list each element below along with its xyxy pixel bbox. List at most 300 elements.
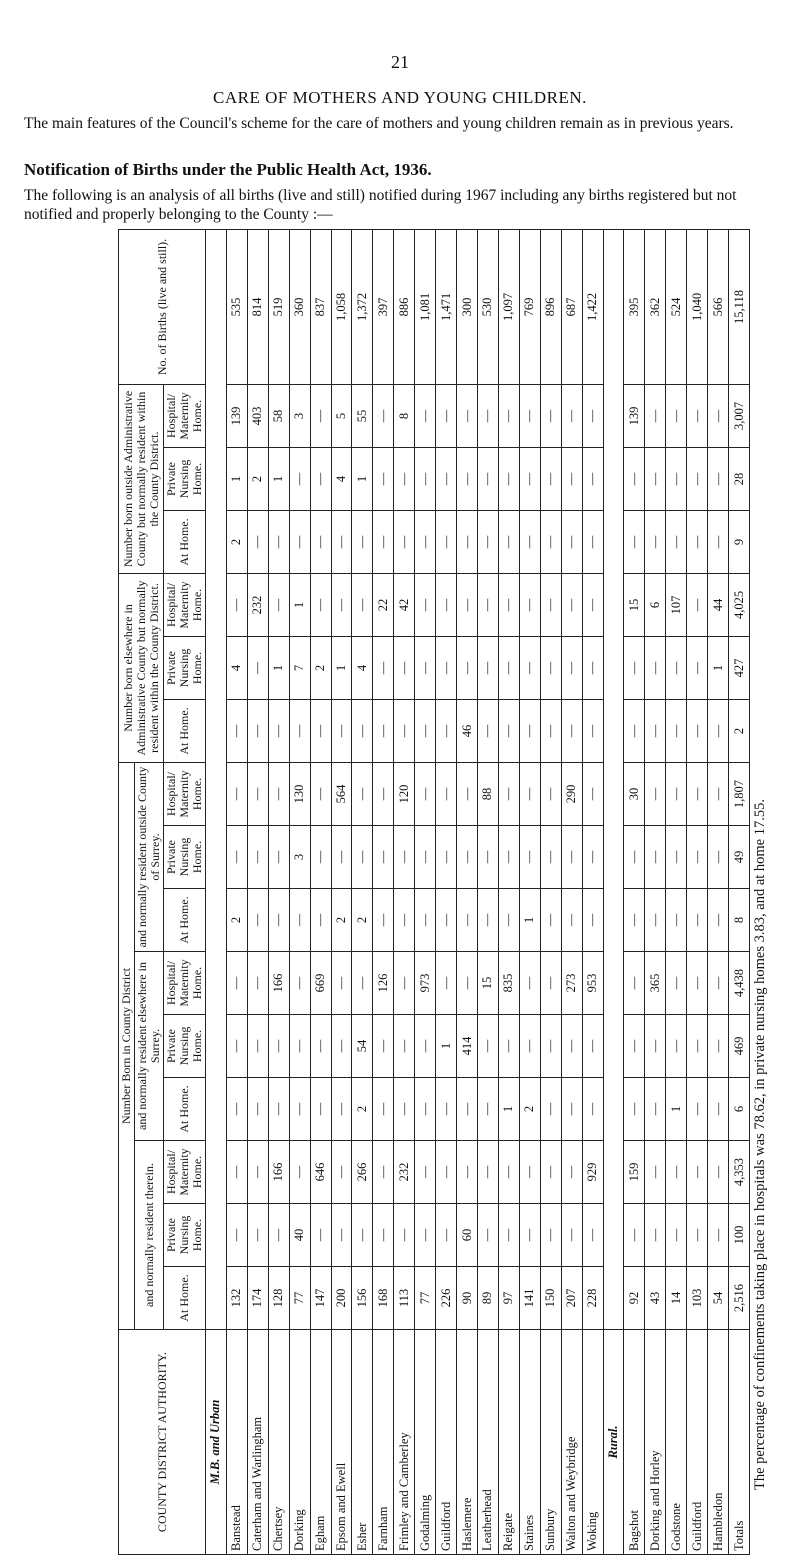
cell-value: 2 <box>352 889 373 952</box>
cell-value: — <box>415 1141 436 1204</box>
cell-value: — <box>666 1141 687 1204</box>
total-value: 427 <box>729 636 750 699</box>
cell-value: — <box>498 889 519 952</box>
intro-paragraph: The main features of the Council's scheme for the care of mothers and young children remain as in previous years. <box>24 115 734 132</box>
cell-value: — <box>540 826 561 889</box>
cell-value: — <box>561 1141 582 1204</box>
cell-value: — <box>352 826 373 889</box>
cell-value: — <box>561 636 582 699</box>
cell-value: — <box>666 889 687 952</box>
cell-value: — <box>645 762 666 825</box>
cell-value: — <box>582 447 603 510</box>
cell-value: 973 <box>415 952 436 1015</box>
cell-value: 2 <box>331 889 352 952</box>
cell-value: — <box>519 636 540 699</box>
district-name: Hambledon <box>708 1330 729 1555</box>
cell-value: — <box>498 1015 519 1078</box>
cell-value: — <box>331 952 352 1015</box>
total-value: 2 <box>729 699 750 762</box>
cell-value: 953 <box>582 952 603 1015</box>
table-row <box>582 229 603 1554</box>
cell-value: — <box>582 762 603 825</box>
cell-value: — <box>498 573 519 636</box>
lead-paragraph: The following is an analysis of all births (live and still) notified during 1967 including any births registered but not notified and properly belonging to the County :— <box>24 187 737 223</box>
cell-value: — <box>415 826 436 889</box>
cell-value: 174 <box>247 1267 268 1330</box>
cell-value: — <box>687 762 708 825</box>
cell-value: 40 <box>289 1204 310 1267</box>
cell-value: — <box>373 1078 394 1141</box>
total-value: 100 <box>729 1204 750 1267</box>
cell-value: — <box>457 762 478 825</box>
cell-value: 60 <box>457 1204 478 1267</box>
cell-value: — <box>415 447 436 510</box>
table-row <box>519 229 540 1554</box>
table-row <box>247 229 268 1554</box>
cell-value: — <box>394 889 415 952</box>
cell-value: — <box>226 699 247 762</box>
cell-value: — <box>519 573 540 636</box>
cell-value: — <box>687 384 708 447</box>
cell-value: — <box>373 762 394 825</box>
cell-value: 139 <box>624 384 645 447</box>
cell-value: 200 <box>331 1267 352 1330</box>
total-value: 4,025 <box>729 573 750 636</box>
cell-value: — <box>708 1015 729 1078</box>
births-table-rotated <box>118 230 750 1555</box>
cell-value: — <box>477 1204 498 1267</box>
group-born-outside: Number born outside Administrative County but normally resident within the County District. <box>119 384 164 573</box>
cell-value: — <box>582 1204 603 1267</box>
total-value: 49 <box>729 826 750 889</box>
cell-value: — <box>687 1078 708 1141</box>
table-row <box>457 229 478 1554</box>
table-row <box>310 229 331 1554</box>
cell-value: — <box>582 699 603 762</box>
subcol-hospital: Hospital/ Maternity Home. <box>164 384 206 447</box>
cell-value: 1 <box>226 447 247 510</box>
district-name: Caterham and Warlingham <box>247 1330 268 1555</box>
cell-value: — <box>708 447 729 510</box>
cell-value: — <box>477 636 498 699</box>
cell-value: — <box>436 762 457 825</box>
cell-value: — <box>289 447 310 510</box>
cell-value: — <box>519 384 540 447</box>
cell-value: — <box>226 762 247 825</box>
cell-value: — <box>561 573 582 636</box>
cell-value: 120 <box>394 762 415 825</box>
cell-value: — <box>289 1078 310 1141</box>
cell-value: — <box>645 699 666 762</box>
cell-value: — <box>310 447 331 510</box>
cell-value: — <box>708 699 729 762</box>
cell-value: 130 <box>289 762 310 825</box>
cell-value: — <box>540 510 561 573</box>
cell-value: 564 <box>331 762 352 825</box>
cell-value: — <box>645 826 666 889</box>
cell-value: 669 <box>310 952 331 1015</box>
cell-value: — <box>708 1141 729 1204</box>
section-filler <box>603 229 624 1329</box>
cell-value: 835 <box>498 952 519 1015</box>
cell-value: — <box>415 384 436 447</box>
cell-value: 1 <box>519 889 540 952</box>
cell-value: 395 <box>624 229 645 384</box>
cell-value: — <box>331 699 352 762</box>
cell-value: 226 <box>436 1267 457 1330</box>
cell-value: 1,058 <box>331 229 352 384</box>
total-value: 6 <box>729 1078 750 1141</box>
cell-value: — <box>331 1078 352 1141</box>
cell-value: — <box>687 1204 708 1267</box>
district-name: Dorking <box>289 1330 310 1555</box>
cell-value: — <box>289 889 310 952</box>
total-value: 4,438 <box>729 952 750 1015</box>
cell-value: — <box>352 573 373 636</box>
cell-value: 8 <box>394 384 415 447</box>
cell-value: — <box>687 636 708 699</box>
cell-value: — <box>247 699 268 762</box>
group-born-elsewhere: Number born elsewhere in Administrative County but normally resident within the County District. <box>119 573 164 762</box>
cell-value: — <box>624 826 645 889</box>
cell-value: — <box>373 510 394 573</box>
cell-value: — <box>624 1015 645 1078</box>
cell-value: — <box>498 384 519 447</box>
cell-value: — <box>687 1141 708 1204</box>
cell-value: 58 <box>268 384 289 447</box>
subcol-home: At Home. <box>164 889 206 952</box>
cell-value: — <box>310 1015 331 1078</box>
cell-value: 3 <box>289 826 310 889</box>
cell-value: — <box>352 699 373 762</box>
cell-value: 535 <box>226 229 247 384</box>
cell-value: — <box>457 384 478 447</box>
cell-value: — <box>226 826 247 889</box>
cell-value: — <box>457 826 478 889</box>
cell-value: — <box>666 826 687 889</box>
subcol-nursing: Private Nursing Home. <box>164 447 206 510</box>
cell-value: — <box>268 1204 289 1267</box>
cell-value: — <box>477 573 498 636</box>
cell-value: 524 <box>666 229 687 384</box>
cell-value: — <box>247 762 268 825</box>
cell-value: — <box>247 1015 268 1078</box>
cell-value: — <box>436 826 457 889</box>
district-name: Chertsey <box>268 1330 289 1555</box>
cell-value: — <box>310 384 331 447</box>
cell-value: 1,040 <box>687 229 708 384</box>
cell-value: — <box>415 636 436 699</box>
cell-value: — <box>394 826 415 889</box>
cell-value: — <box>687 447 708 510</box>
cell-value: — <box>226 1141 247 1204</box>
subcol-hospital: Hospital/ Maternity Home. <box>164 762 206 825</box>
cell-value: — <box>247 636 268 699</box>
cell-value: — <box>687 826 708 889</box>
cell-value: — <box>645 447 666 510</box>
cell-value: — <box>624 889 645 952</box>
cell-value: 30 <box>624 762 645 825</box>
cell-value: — <box>394 952 415 1015</box>
cell-value: — <box>331 1015 352 1078</box>
cell-value: 2 <box>519 1078 540 1141</box>
cell-value: — <box>331 510 352 573</box>
group-resident-therein: and normally resident therein. <box>135 1141 164 1330</box>
cell-value: 896 <box>540 229 561 384</box>
cell-value: 1 <box>666 1078 687 1141</box>
cell-value: 266 <box>352 1141 373 1204</box>
cell-value: — <box>645 636 666 699</box>
cell-value: — <box>519 699 540 762</box>
cell-value: — <box>436 636 457 699</box>
cell-value: 92 <box>624 1267 645 1330</box>
cell-value: 54 <box>352 1015 373 1078</box>
cell-value: 159 <box>624 1141 645 1204</box>
district-name: Walton and Weybridge <box>561 1330 582 1555</box>
cell-value: 566 <box>708 229 729 384</box>
cell-value: — <box>373 1141 394 1204</box>
cell-value: 2 <box>247 447 268 510</box>
cell-value: 15 <box>477 952 498 1015</box>
table-row <box>477 229 498 1554</box>
section-row <box>603 229 624 1554</box>
cell-value: — <box>247 1141 268 1204</box>
cell-value: 43 <box>645 1267 666 1330</box>
cell-value: 1 <box>352 447 373 510</box>
cell-value: 362 <box>645 229 666 384</box>
total-value: 469 <box>729 1015 750 1078</box>
cell-value: 2 <box>310 636 331 699</box>
cell-value: — <box>373 447 394 510</box>
cell-value: — <box>561 1204 582 1267</box>
cell-value: — <box>540 762 561 825</box>
cell-value: — <box>373 889 394 952</box>
cell-value: 166 <box>268 952 289 1015</box>
cell-value: 1,081 <box>415 229 436 384</box>
cell-value: — <box>519 826 540 889</box>
cell-value: 1 <box>708 636 729 699</box>
cell-value: — <box>498 636 519 699</box>
cell-value: — <box>498 699 519 762</box>
cell-value: — <box>708 1078 729 1141</box>
cell-value: — <box>247 826 268 889</box>
cell-value: — <box>624 952 645 1015</box>
group-number-born: Number Born in County District <box>119 762 135 1329</box>
total-value: 2,516 <box>729 1267 750 1330</box>
cell-value: — <box>666 952 687 1015</box>
cell-value: 1 <box>268 447 289 510</box>
cell-value: 141 <box>519 1267 540 1330</box>
section-heading: M.B. and Urban <box>206 1330 227 1555</box>
cell-value: 530 <box>477 229 498 384</box>
cell-value: — <box>289 699 310 762</box>
cell-value: — <box>666 384 687 447</box>
cell-value: — <box>247 952 268 1015</box>
cell-value: — <box>540 573 561 636</box>
cell-value: — <box>708 762 729 825</box>
subcol-hospital: Hospital/ Maternity Home. <box>164 1141 206 1204</box>
cell-value: — <box>540 889 561 952</box>
cell-value: — <box>436 1204 457 1267</box>
cell-value: — <box>457 1141 478 1204</box>
district-name: Esher <box>352 1330 373 1555</box>
cell-value: — <box>645 1015 666 1078</box>
cell-value: — <box>310 1078 331 1141</box>
cell-value: — <box>477 699 498 762</box>
cell-value: — <box>624 510 645 573</box>
cell-value: 15 <box>624 573 645 636</box>
cell-value: — <box>540 1015 561 1078</box>
cell-value: — <box>415 699 436 762</box>
total-value: 9 <box>729 510 750 573</box>
cell-value: — <box>498 447 519 510</box>
cell-value: — <box>436 1078 457 1141</box>
cell-value: — <box>498 826 519 889</box>
subcol-nursing: Private Nursing Home. <box>164 826 206 889</box>
total-value: 3,007 <box>729 384 750 447</box>
table-row <box>540 229 561 1554</box>
cell-value: 89 <box>477 1267 498 1330</box>
cell-value: 273 <box>561 952 582 1015</box>
cell-value: — <box>540 1204 561 1267</box>
cell-value: 397 <box>373 229 394 384</box>
cell-value: 886 <box>394 229 415 384</box>
cell-value: 2 <box>352 1078 373 1141</box>
cell-value: — <box>457 889 478 952</box>
cell-value: — <box>331 1204 352 1267</box>
cell-value: — <box>289 1141 310 1204</box>
total-value: 4,353 <box>729 1141 750 1204</box>
cell-value: 22 <box>373 573 394 636</box>
cell-value: — <box>540 952 561 1015</box>
cell-value: — <box>289 1015 310 1078</box>
cell-value: 646 <box>310 1141 331 1204</box>
cell-value: 6 <box>645 573 666 636</box>
subcol-nursing: Private Nursing Home. <box>164 636 206 699</box>
cell-value: — <box>394 1204 415 1267</box>
cell-value: — <box>436 699 457 762</box>
cell-value: — <box>436 889 457 952</box>
table-body <box>206 229 750 1554</box>
cell-value: — <box>645 1078 666 1141</box>
cell-value: — <box>582 826 603 889</box>
cell-value: — <box>477 510 498 573</box>
cell-value: 4 <box>331 447 352 510</box>
district-name: Haslemere <box>457 1330 478 1555</box>
cell-value: 814 <box>247 229 268 384</box>
cell-value: 147 <box>310 1267 331 1330</box>
cell-value: 88 <box>477 762 498 825</box>
cell-value: 360 <box>289 229 310 384</box>
cell-value: — <box>540 447 561 510</box>
table-row <box>289 229 310 1554</box>
cell-value: — <box>561 510 582 573</box>
table-row <box>352 229 373 1554</box>
cell-value: — <box>477 1015 498 1078</box>
cell-value: — <box>498 510 519 573</box>
cell-value: — <box>666 1015 687 1078</box>
cell-value: — <box>666 510 687 573</box>
cell-value: — <box>582 510 603 573</box>
cell-value: — <box>394 1015 415 1078</box>
cell-value: 126 <box>373 952 394 1015</box>
cell-value: — <box>582 384 603 447</box>
table-row <box>645 229 666 1554</box>
cell-value: 300 <box>457 229 478 384</box>
cell-value: — <box>624 699 645 762</box>
cell-value: — <box>645 510 666 573</box>
cell-value: 2 <box>226 510 247 573</box>
cell-value: — <box>457 510 478 573</box>
cell-value: — <box>457 952 478 1015</box>
cell-value: — <box>394 447 415 510</box>
cell-value: — <box>561 699 582 762</box>
cell-value: 77 <box>289 1267 310 1330</box>
cell-value: — <box>624 1078 645 1141</box>
cell-value: — <box>373 636 394 699</box>
page-heading: CARE OF MOTHERS AND YOUNG CHILDREN. <box>213 88 587 107</box>
cell-value: — <box>268 1015 289 1078</box>
cell-value: 166 <box>268 1141 289 1204</box>
cell-value: — <box>436 384 457 447</box>
cell-value: — <box>477 1141 498 1204</box>
cell-value: — <box>226 1078 247 1141</box>
cell-value: — <box>540 1078 561 1141</box>
table-row <box>331 229 352 1554</box>
total-value: 8 <box>729 889 750 952</box>
cell-value: — <box>519 1204 540 1267</box>
cell-value: — <box>666 447 687 510</box>
cell-value: — <box>373 699 394 762</box>
cell-value: — <box>561 1078 582 1141</box>
cell-value: — <box>687 573 708 636</box>
cell-value: — <box>477 826 498 889</box>
table-row <box>226 229 247 1554</box>
cell-value: 1,097 <box>498 229 519 384</box>
cell-value: — <box>582 573 603 636</box>
cell-value: — <box>519 447 540 510</box>
cell-value: 132 <box>226 1267 247 1330</box>
cell-value: — <box>247 1204 268 1267</box>
cell-value: — <box>624 447 645 510</box>
cell-value: 55 <box>352 384 373 447</box>
cell-value: — <box>645 1204 666 1267</box>
district-name: Dorking and Horley <box>645 1330 666 1555</box>
cell-value: — <box>247 889 268 952</box>
cell-value: — <box>540 699 561 762</box>
cell-value: — <box>289 952 310 1015</box>
cell-value: — <box>310 826 331 889</box>
cell-value: — <box>582 636 603 699</box>
cell-value: — <box>415 1078 436 1141</box>
subcol-hospital: Hospital/ Maternity Home. <box>164 573 206 636</box>
cell-value: — <box>498 1204 519 1267</box>
cell-value: — <box>436 510 457 573</box>
cell-value: 46 <box>457 699 478 762</box>
cell-value: — <box>708 889 729 952</box>
cell-value: 1 <box>436 1015 457 1078</box>
cell-value: — <box>457 447 478 510</box>
table-row <box>561 229 582 1554</box>
cell-value: — <box>477 889 498 952</box>
district-name: Egham <box>310 1330 331 1555</box>
cell-value: — <box>352 952 373 1015</box>
cell-value: — <box>415 510 436 573</box>
subcol-nursing: Private Nursing Home. <box>164 1015 206 1078</box>
cell-value: — <box>687 510 708 573</box>
cell-value: 1 <box>268 636 289 699</box>
group-resident-elsewhere: and normally resident elsewhere in Surrey. <box>135 952 164 1141</box>
